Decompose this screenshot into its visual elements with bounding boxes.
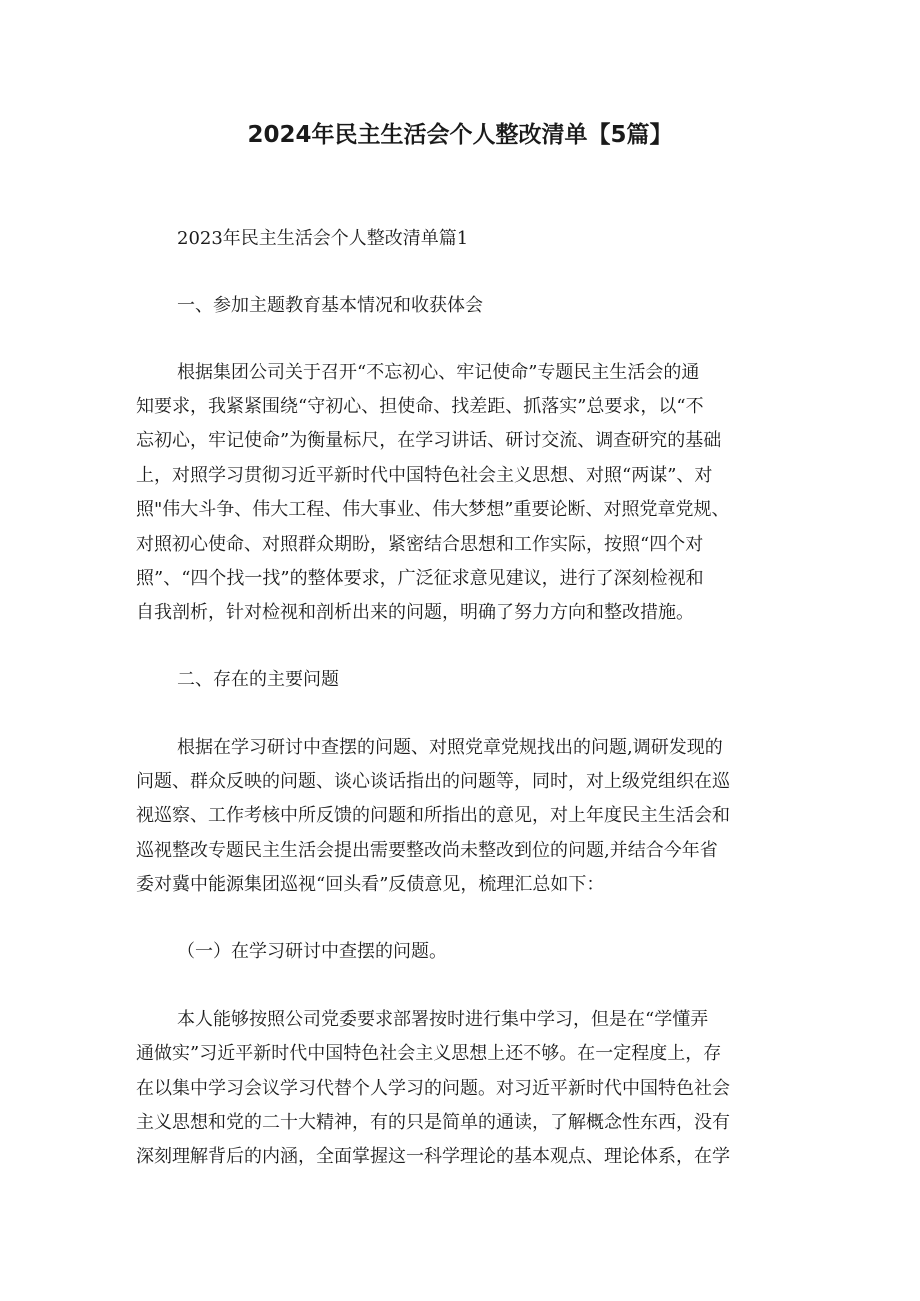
paragraph-line: 根据集团公司关于召开“不忘初心、牢记使命”专题民主生活会的通 — [177, 362, 700, 383]
paragraph-line: 通做实”习近平新时代中国特色社会主义思想上还不够。在一定程度上，存 — [136, 1043, 722, 1064]
section-heading: （一）在学习研讨中查摆的问题。 — [177, 941, 447, 962]
paragraph-line: 知要求，我紧紧围绕“守初心、担使命、找差距、抓落实”总要求，以“不 — [136, 396, 704, 417]
section-heading: 一、参加主题教育基本情况和收获体会 — [177, 295, 483, 316]
paragraph-line: 照”、“四个找一找”的整体要求，广泛征求意见建议，进行了深刻检视和 — [136, 568, 704, 589]
paragraph-line: 对照初心使命、对照群众期盼，紧密结合思想和工作实际，按照“四个对 — [136, 534, 704, 555]
section-heading: 二、存在的主要问题 — [177, 669, 339, 690]
paragraph-line: 自我剖析，针对检视和剖析出来的问题，明确了努力方向和整改措施。 — [136, 602, 694, 623]
paragraph-line: 巡视整改专题民主生活会提出需要整改尚未整改到位的问题,并结合今年省 — [136, 840, 718, 861]
paragraph-line: 视巡察、工作考核中所反馈的问题和所指出的意见，对上年度民主生活会和 — [136, 805, 730, 826]
paragraph-line: 主义思想和党的二十大精神，有的只是简单的通读，了解概念性东西，没有 — [136, 1112, 730, 1133]
paragraph-line: 忘初心，牢记使命”为衡量标尺，在学习讲话、研讨交流、调查研究的基础 — [136, 430, 722, 451]
paragraph-line: 本人能够按照公司党委要求部署按时进行集中学习，但是在“学懂弄 — [177, 1009, 709, 1030]
paragraph-line: 照"伟大斗争、伟大工程、伟大事业、伟大梦想”重要论断、对照党章党规、 — [136, 499, 730, 520]
paragraph-line: 深刻理解背后的内涵，全面掌握这一科学理论的基本观点、理论体系，在学 — [136, 1146, 730, 1167]
paragraph-line: 在以集中学习会议学习代替个人学习的问题。对习近平新时代中国特色社会 — [136, 1078, 730, 1099]
paragraph-line: 根据在学习研讨中查摆的问题、对照党章党规找出的问题,调研发现的 — [177, 737, 723, 758]
document-title: 2024年民主生活会个人整改清单【5篇】 — [247, 122, 673, 148]
paragraph-line: 上，对照学习贯彻习近平新时代中国特色社会主义思想、对照“两谋”、对 — [136, 465, 713, 486]
document-subtitle: 2023年民主生活会个人整改清单篇1 — [177, 228, 469, 249]
paragraph-line: 问题、群众反映的问题、谈心谈话指出的问题等，同时，对上级党组织在巡 — [136, 771, 730, 792]
paragraph-line: 委对冀中能源集团巡视“回头看”反债意见，梳理汇总如下： — [136, 874, 605, 895]
